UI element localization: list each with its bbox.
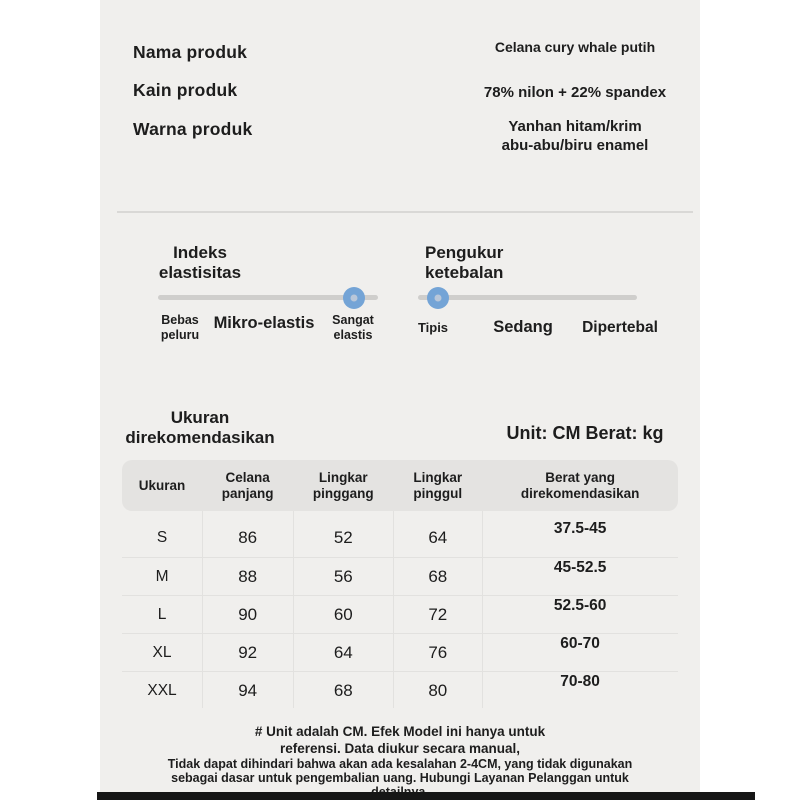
header-cell-hip [393, 470, 482, 502]
cell-hip: 76 [428, 642, 448, 662]
cell-waist: 52 [333, 528, 353, 547]
cell-weight: 45-52.5 [553, 558, 607, 576]
elasticity-title-line1: Indeks [173, 243, 227, 262]
elasticity-label-high [322, 313, 384, 343]
cell-size: M [155, 567, 169, 585]
thickness-slider-thumb[interactable] [427, 287, 449, 309]
thickness-label-mid: Sedang [493, 318, 553, 336]
cell-waist: 68 [333, 680, 353, 700]
size-table-header [122, 460, 678, 511]
unit-note: Unit: CM Berat: kg [506, 423, 664, 443]
size-table [122, 460, 678, 708]
footer-note-primary-line2: referensi. Data diukur secara manual, [279, 741, 521, 756]
cell-size: S [156, 529, 168, 546]
elasticity-label-high-line2: elastis [333, 328, 373, 342]
cell-hip: 72 [428, 604, 448, 624]
elasticity-title-line2: elastisitas [158, 262, 242, 282]
header-cell-weight [482, 470, 678, 502]
header-hip-line1: Lingkar [413, 469, 463, 485]
cell-hip: 80 [428, 680, 448, 700]
product-name-value: Celana cury whale putih [494, 39, 656, 55]
cell-hip: 64 [428, 528, 448, 547]
thickness-label-low: Tipis [417, 320, 449, 335]
cell-waist: 64 [333, 642, 353, 662]
elasticity-label-mid: Mikro-elastis [213, 314, 315, 332]
thickness-title-line2: ketebalan [425, 262, 504, 282]
section-divider [117, 211, 693, 213]
header-cell-waist [293, 470, 393, 502]
cell-weight: 60-70 [560, 634, 600, 652]
column-divider [293, 511, 294, 708]
cell-weight: 52.5-60 [553, 596, 607, 614]
elasticity-title [120, 243, 280, 282]
cell-waist: 56 [333, 566, 353, 586]
elasticity-label-low [150, 313, 210, 343]
product-color-value-line2: abu-abu/biru enamel [501, 137, 649, 154]
table-row [122, 671, 678, 709]
product-fabric-label: Kain produk [133, 80, 238, 100]
header-weight-line2: direkomendasikan [520, 485, 640, 501]
cell-size: L [157, 605, 167, 623]
header-waist-line2: pinggang [312, 485, 374, 501]
cell-hip: 68 [428, 566, 448, 586]
product-name-label: Nama produk [133, 42, 248, 62]
header-hip-line2: pinggul [413, 485, 463, 501]
elasticity-label-low-line2: peluru [160, 328, 200, 342]
thickness-slider-track[interactable] [418, 295, 637, 300]
thickness-title [425, 243, 503, 282]
footer-note-primary-line1: # Unit adalah CM. Efek Model ini hanya untuk [254, 724, 546, 739]
cell-weight: 70-80 [560, 672, 600, 690]
cell-weight: 37.5-45 [553, 520, 607, 537]
cell-length: 92 [238, 642, 258, 662]
header-waist-line1: Lingkar [318, 469, 368, 485]
header-cell-length [202, 470, 293, 502]
footer-note-secondary-line2: sebagai dasar untuk pengembalian uang. Hubungi Layanan Pelanggan untuk [171, 771, 629, 785]
product-color-label: Warna produk [133, 119, 253, 139]
elasticity-slider-track[interactable] [158, 295, 378, 300]
cell-length: 94 [238, 680, 258, 700]
size-section-title [110, 408, 290, 447]
cell-length: 90 [238, 604, 258, 624]
product-color-value-line1: Yanhan hitam/krim [508, 118, 642, 135]
header-length-line2: panjang [221, 485, 274, 501]
product-fabric-value: 78% nilon + 22% spandex [483, 84, 667, 101]
footer-note-secondary-line1: Tidak dapat dihindari bahwa akan ada kesalahan 2-4CM, yang tidak digunakan [167, 757, 633, 771]
cell-length: 88 [238, 566, 258, 586]
thickness-title-line1: Pengukur [425, 243, 504, 262]
elasticity-slider-thumb[interactable] [343, 287, 365, 309]
cell-length: 86 [238, 528, 258, 547]
size-section-title-line2: direkomendasikan [125, 427, 275, 447]
product-color-value [420, 117, 730, 155]
cell-waist: 60 [333, 604, 353, 624]
size-section-title-line1: Ukuran [170, 408, 230, 427]
header-weight-line1: Berat yang [545, 469, 615, 485]
thickness-label-high: Dipertebal [582, 319, 658, 336]
product-spec-panel [100, 0, 700, 800]
footer-note-primary [100, 723, 700, 757]
column-divider [202, 511, 203, 708]
bottom-bar [97, 792, 755, 800]
header-size-line1: Ukuran [138, 477, 186, 493]
elasticity-label-high-line1: Sangat [332, 313, 374, 327]
elasticity-label-low-line1: Bebas [161, 313, 199, 327]
size-table-body [122, 519, 678, 709]
header-length-line1: Celana [225, 469, 270, 485]
cell-size: XL [152, 643, 172, 661]
header-cell-size [122, 478, 202, 494]
cell-size: XXL [147, 681, 177, 699]
column-divider [393, 511, 394, 708]
